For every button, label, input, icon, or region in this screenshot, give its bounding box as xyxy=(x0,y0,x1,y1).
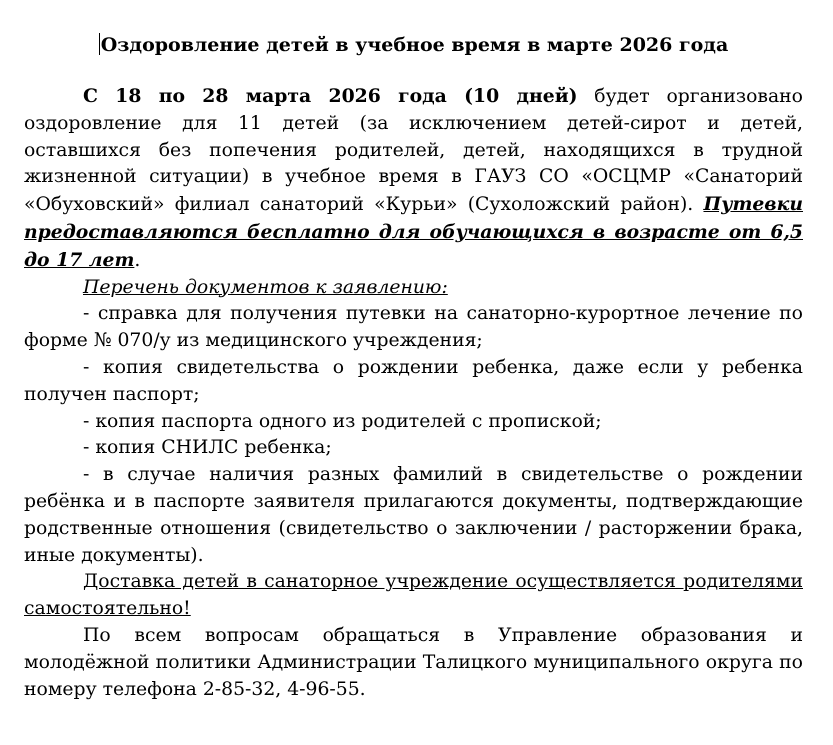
document-item: - копия свидетельства о рождении ребенка, даже если у ребенка получен паспорт; xyxy=(24,356,803,405)
free-notice: Путевки предоставляются бесплатно для обучающихся в возрасте от 6,5 до 17 лет xyxy=(24,193,803,271)
document-item: - копия СНИЛС ребенка; xyxy=(83,437,332,459)
document-title xyxy=(24,32,803,58)
text-cursor xyxy=(99,33,100,55)
intro-text: будет организовано оздоровление для 11 детей (за исключением детей-сирот и детей, оставшихся без попечения родителей, детей, находящихся в трудной жизненной ситуации) в учебное время в ГАУЗ СО «ОСЦМР «Санаторий «Обуховский» филиал санаторий «Курьи» (Сухоложский район). xyxy=(24,86,803,216)
free-notice-end: . xyxy=(134,249,141,271)
title-text: Оздоровление детей в учебное время в марте 2026 года xyxy=(100,34,729,56)
delivery-paragraph xyxy=(24,569,803,623)
contact-paragraph: По всем вопросам обращаться в Управление образования и молодёжной политики Администрации Талицкого муниципального округа по номеру телефона 2-85-32, 4-96-55. xyxy=(24,624,803,700)
document-item: - в случае наличия разных фамилий в свидетельстве о рождении ребёнка и в паспорте заявителя прилагаются документы, подтверждающие родственные отношения (свидетельство о заключении / расторжении брака, иные документы). xyxy=(24,464,803,566)
intro-paragraph xyxy=(24,83,803,275)
document-item: - справка для получения путевки на санаторно-курортное лечение по форме № 070/у из медицинского учреждения; xyxy=(24,303,803,352)
dates-highlight: С 18 по 28 марта 2026 года (10 дней) xyxy=(83,85,578,107)
documents-heading xyxy=(24,275,803,302)
documents-heading-text: Перечень документов к заявлению: xyxy=(83,276,448,298)
delivery-notice: Доставка детей в санаторное учреждение осуществляется родителями самостоятельно! xyxy=(24,571,803,620)
document-body xyxy=(24,83,803,703)
document-item: - копия паспорта одного из родителей с пропиской; xyxy=(83,410,602,432)
